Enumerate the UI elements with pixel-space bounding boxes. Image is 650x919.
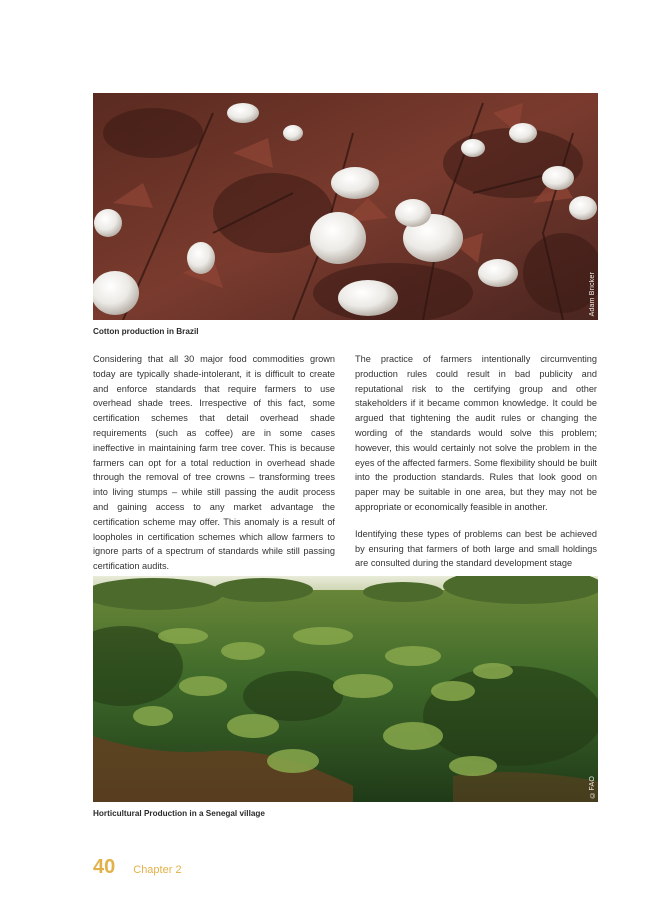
cotton-image <box>93 93 598 320</box>
paragraph: The practice of farmers intentionally circumventing production rules could result in bad publicity and reputational risk to the certifying group and other stakeholders if it became common knowledge. It could be argued that tightening the audit rules or changing the wording of the standards would solve this problem; however, this would certainly not solve the problem in the eyes of the affected farmers. Some flexibility should be built into the production standards. Rules that look good on paper may be suitable in one area, but they may not be appropriate or economically feasible in another. <box>355 354 597 512</box>
field-image <box>93 576 598 802</box>
chapter-label: Chapter 2 <box>133 864 182 876</box>
page-footer <box>93 856 182 880</box>
photo-credit: Adam Bricker <box>589 271 596 316</box>
page-number: 40 <box>93 856 116 878</box>
field-caption: Horticultural Production in a Senegal village <box>93 809 265 818</box>
field-photo <box>93 576 598 802</box>
cotton-photo <box>93 93 598 320</box>
cotton-caption: Cotton production in Brazil <box>93 327 199 336</box>
paragraph: Identifying these types of problems can best be achieved by ensuring that farmers of both large and small holdings are consulted during the standard development stage <box>355 528 597 569</box>
paragraph: Considering that all 30 major food commodities grown today are typically shade-intolerant, it is difficult to create and enforce standards that require farmers to use overhead shade trees. Irrespective of this fact, some certification schemes that detail overhead shade requirements (such as coffee) are in some cases ineffective in maintaining farm tree cover. This is because farmers can opt for a total reduction in overhead shade through the removal of tree crowns – transforming trees into living stumps – while still passing the audit process and gaining access to any market advantage the certification scheme may offer. This anomaly is a result of loopholes in certification schemes which allow farmers to ignore parts of a spectrum of standards while still passing certification audits. <box>93 354 335 572</box>
left-column <box>93 352 335 586</box>
photo-credit: ©FAO <box>589 776 596 798</box>
right-column <box>355 352 597 583</box>
